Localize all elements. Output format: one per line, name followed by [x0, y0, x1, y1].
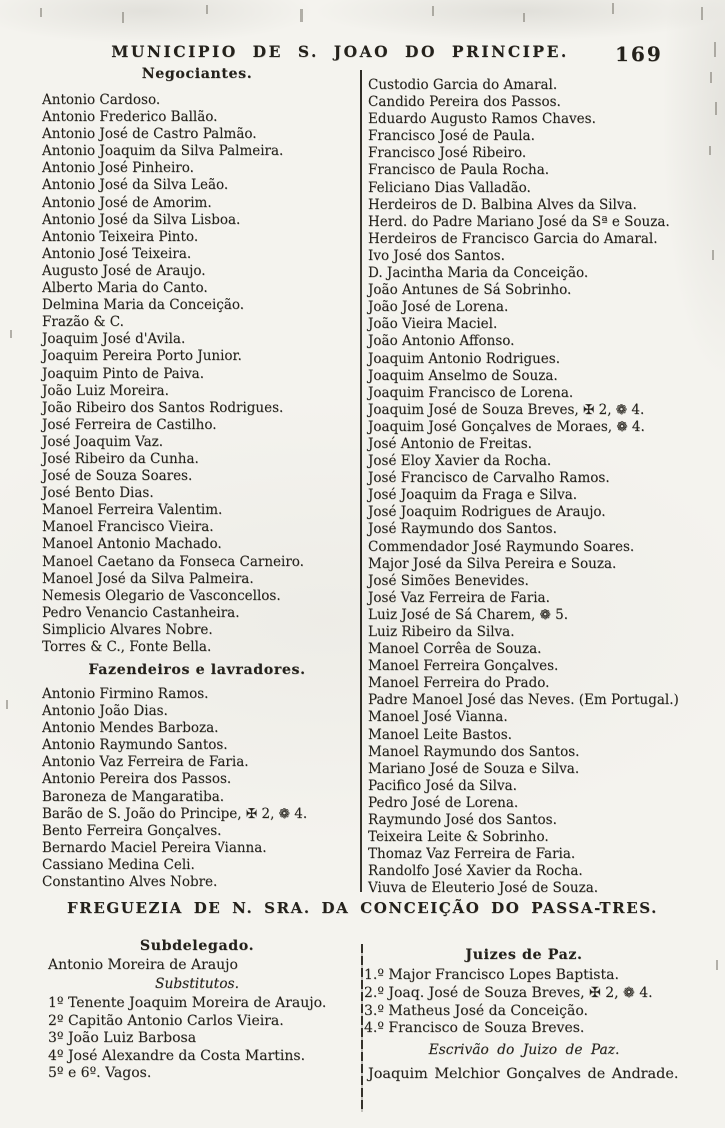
list-item: Joaquim José Gonçalves de Moraes, ❁ 4.: [368, 418, 645, 435]
list-item: José Bento Dias.: [42, 485, 154, 502]
list-item: Antonio José da Silva Leão.: [42, 177, 229, 194]
scan-artifact: [6, 700, 8, 709]
list-item: Francisco José Ribeiro.: [368, 145, 527, 162]
list-item: Pedro José de Lorena.: [368, 794, 519, 811]
list-item: Bento Ferreira Gonçalves.: [42, 822, 222, 839]
list-item: Antonio Teixeira Pinto.: [42, 228, 199, 245]
list-item: Manoel Caetano da Fonseca Carneiro.: [42, 553, 304, 570]
list-item: Antonio Raymundo Santos.: [42, 737, 228, 754]
list-item: Augusto José de Araujo.: [42, 262, 206, 279]
list-item: Herd. do Padre Mariano José da Sª e Souza.: [368, 213, 670, 230]
list-item: João Antonio Affonso.: [368, 333, 515, 350]
list-item: Luiz José de Sá Charem, ❁ 5.: [368, 606, 569, 623]
list-item: Padre Manoel José das Neves. (Em Portugal.): [368, 692, 679, 709]
scan-artifact: [716, 960, 718, 970]
list-item: José Ferreira de Castilho.: [42, 416, 217, 433]
juizes-list: [364, 967, 653, 1038]
list-item: Manoel Francisco Vieira.: [42, 519, 214, 536]
list-item: Viuva de Eleuterio José de Souza.: [368, 880, 599, 897]
scan-artifact: [701, 7, 703, 20]
scan-artifact: [523, 13, 525, 22]
list-item: Joaquim José d'Avila.: [42, 331, 186, 348]
list-item: Antonio José de Castro Palmão.: [42, 126, 257, 143]
list-item: Simplicio Alvares Nobre.: [42, 621, 213, 638]
list-item: Antonio José Teixeira.: [42, 245, 192, 262]
scan-artifact: [10, 330, 12, 338]
list-item: Manoel Ferreira do Prado.: [368, 675, 550, 692]
subdelegado-heading: Subdelegado.: [139, 938, 255, 954]
list-item: Joaquim Pereira Porto Junior.: [42, 348, 242, 365]
scan-artifact: [612, 3, 614, 14]
negociantes-heading: Negociantes.: [141, 66, 253, 82]
list-item: João Luiz Moreira.: [42, 382, 169, 399]
list-item: Antonio Cardoso.: [42, 92, 161, 108]
list-item: Manoel Ferreira Gonçalves.: [368, 658, 559, 675]
list-item: Bernardo Maciel Pereira Vianna.: [42, 839, 267, 856]
list-item: Joaquim Francisco de Lorena.: [368, 384, 574, 401]
list-item: José Eloy Xavier da Rocha.: [368, 453, 552, 470]
juizes-heading: Juizes de Paz.: [465, 947, 583, 963]
list-item: 1.º Major Francisco Lopes Baptista.: [364, 967, 619, 983]
list-item: Mariano José de Souza e Silva.: [368, 760, 580, 777]
list-item: 4.º Francisco de Souza Breves.: [364, 1020, 585, 1037]
list-item: Herdeiros de D. Balbina Alves da Silva.: [368, 196, 637, 213]
list-item: Pedro Venancio Castanheira.: [42, 604, 240, 621]
list-item: Feliciano Dias Valladão.: [368, 179, 531, 196]
list-item: Pacifico José da Silva.: [368, 777, 517, 794]
list-item: José Vaz Ferreira de Faria.: [368, 589, 550, 606]
list-item: José Francisco de Carvalho Ramos.: [368, 470, 610, 487]
list-item: Nemesis Olegario de Vasconcellos.: [42, 587, 281, 604]
list-item: Joaquim Anselmo de Souza.: [368, 367, 558, 384]
list-item: José Raymundo dos Santos.: [368, 521, 557, 538]
list-item: Francisco de Paula Rocha.: [368, 162, 550, 179]
list-item: Custodio Garcia do Amaral.: [368, 77, 558, 93]
escrivao-heading: Escrivão do Juizo de Paz.: [428, 1042, 620, 1058]
list-item: Antonio Frederico Ballão.: [42, 109, 218, 126]
bottom-column-divider: [361, 944, 363, 1112]
list-item: Eduardo Augusto Ramos Chaves.: [368, 111, 596, 128]
escrivao-name: Joaquim Melchior Gonçalves de Andrade.: [368, 1066, 679, 1082]
scan-artifact: [40, 8, 42, 17]
list-item: Cassiano Medina Celi.: [42, 856, 195, 873]
list-item: Francisco José de Paula.: [368, 128, 535, 145]
list-item: Joaquim Pinto de Paiva.: [42, 365, 205, 382]
list-item: 2.º Joaq. José de Souza Breves, ✠ 2, ❁ 4.: [364, 984, 653, 1001]
list-item: Manoel Leite Bastos.: [368, 726, 512, 743]
list-item: D. Jacintha Maria da Conceição.: [368, 265, 589, 282]
list-item: João Vieira Maciel.: [368, 316, 498, 333]
list-item: Joaquim Antonio Rodrigues.: [368, 350, 561, 367]
column-divider: [360, 70, 362, 892]
list-item: Randolfo José Xavier da Rocha.: [368, 863, 583, 880]
list-item: Antonio João Dias.: [42, 703, 168, 720]
list-item: Antonio Firmino Ramos.: [42, 686, 209, 702]
substitutos-heading: Substitutos.: [155, 976, 239, 992]
list-item: Antonio José de Amorim.: [42, 194, 212, 211]
list-item: João Ribeiro dos Santos Rodrigues.: [42, 399, 284, 416]
list-item: Thomaz Vaz Ferreira de Faria.: [368, 846, 576, 863]
list-item: Manoel José da Silva Palmeira.: [42, 570, 254, 587]
list-item: Candido Pereira dos Passos.: [368, 94, 561, 111]
negociantes-list: [42, 92, 358, 656]
list-item: Delmina Maria da Conceição.: [42, 297, 245, 314]
list-item: Antonio Vaz Ferreira de Faria.: [42, 754, 249, 771]
list-item: 3.º Matheus José da Conceição.: [364, 1002, 588, 1019]
list-item: Manoel Antonio Machado.: [42, 536, 222, 553]
list-item: Ivo José dos Santos.: [368, 247, 505, 264]
list-item: Major José da Silva Pereira e Souza.: [368, 555, 617, 572]
subdelegado-name: Antonio Moreira de Araujo: [48, 957, 238, 973]
list-item: Barão de S. João do Principe, ✠ 2, ❁ 4.: [42, 805, 308, 822]
list-item: José Joaquim da Fraga e Silva.: [368, 487, 578, 504]
list-item: José Ribeiro da Cunha.: [42, 450, 199, 467]
list-item: Manoel José Vianna.: [368, 709, 508, 726]
freguezia-title: FREGUEZIA DE N. SRA. DA CONCEIÇÃO DO PASSA-TRES.: [67, 899, 658, 917]
list-item: Herdeiros de Francisco Garcia do Amaral.: [368, 230, 658, 247]
list-item: 4º José Alexandre da Costa Martins.: [48, 1047, 306, 1064]
list-item: José Antonio de Freitas.: [368, 435, 532, 452]
list-item: José Joaquim Rodrigues de Araujo.: [368, 504, 606, 521]
list-item: José Joaquim Vaz.: [42, 433, 164, 450]
list-item: Alberto Maria do Canto.: [42, 280, 208, 297]
list-item: Raymundo José dos Santos.: [368, 812, 557, 829]
scan-artifact: [122, 12, 124, 23]
list-item: Antonio Joaquim da Silva Palmeira.: [42, 143, 284, 160]
substitutos-list: [48, 995, 326, 1083]
page-number: 169: [615, 42, 663, 66]
scan-artifact: [206, 5, 208, 14]
list-item: Manoel Corrêa de Souza.: [368, 641, 542, 658]
negociantes-right-list: [368, 77, 720, 898]
list-item: Manoel Raymundo dos Santos.: [368, 743, 580, 760]
list-item: Joaquim José de Souza Breves, ✠ 2, ❁ 4.: [368, 401, 645, 418]
list-item: Baroneza de Mangaratiba.: [42, 788, 225, 805]
scan-artifact: [714, 42, 716, 57]
list-item: Commendador José Raymundo Soares.: [368, 538, 635, 555]
list-item: Antonio José Pinheiro.: [42, 160, 194, 177]
list-item: João José de Lorena.: [368, 299, 509, 316]
list-item: Teixeira Leite & Sobrinho.: [368, 829, 549, 846]
scan-artifact: [432, 6, 434, 16]
list-item: Luiz Ribeiro da Silva.: [368, 624, 515, 640]
list-item: 3º João Luiz Barbosa: [48, 1030, 197, 1047]
list-item: Torres & C., Fonte Bella.: [42, 639, 212, 655]
list-item: Frazão & C.: [42, 314, 124, 331]
list-item: José de Souza Soares.: [42, 468, 193, 485]
list-item: Antonio Pereira dos Passos.: [42, 771, 232, 788]
list-item: João Antunes de Sá Sobrinho.: [368, 282, 572, 299]
list-item: Manoel Ferreira Valentim.: [42, 502, 223, 519]
list-item: 5º e 6º. Vagos.: [48, 1065, 152, 1082]
list-item: 2º Capitão Antonio Carlos Vieira.: [48, 1012, 284, 1029]
fazendeiros-heading: Fazendeiros e lavradores.: [88, 662, 306, 678]
list-item: 1º Tenente Joaquim Moreira de Araujo.: [48, 995, 327, 1011]
fazendeiros-list: [42, 686, 358, 891]
scan-artifact: [300, 9, 303, 22]
list-item: Constantino Alves Nobre.: [42, 874, 218, 891]
list-item: Antonio Mendes Barboza.: [42, 720, 219, 737]
page-title: MUNICIPIO DE S. JOAO DO PRINCIPE.: [111, 42, 569, 61]
list-item: José Simões Benevides.: [368, 572, 529, 589]
list-item: Antonio José da Silva Lisboa.: [42, 211, 241, 228]
